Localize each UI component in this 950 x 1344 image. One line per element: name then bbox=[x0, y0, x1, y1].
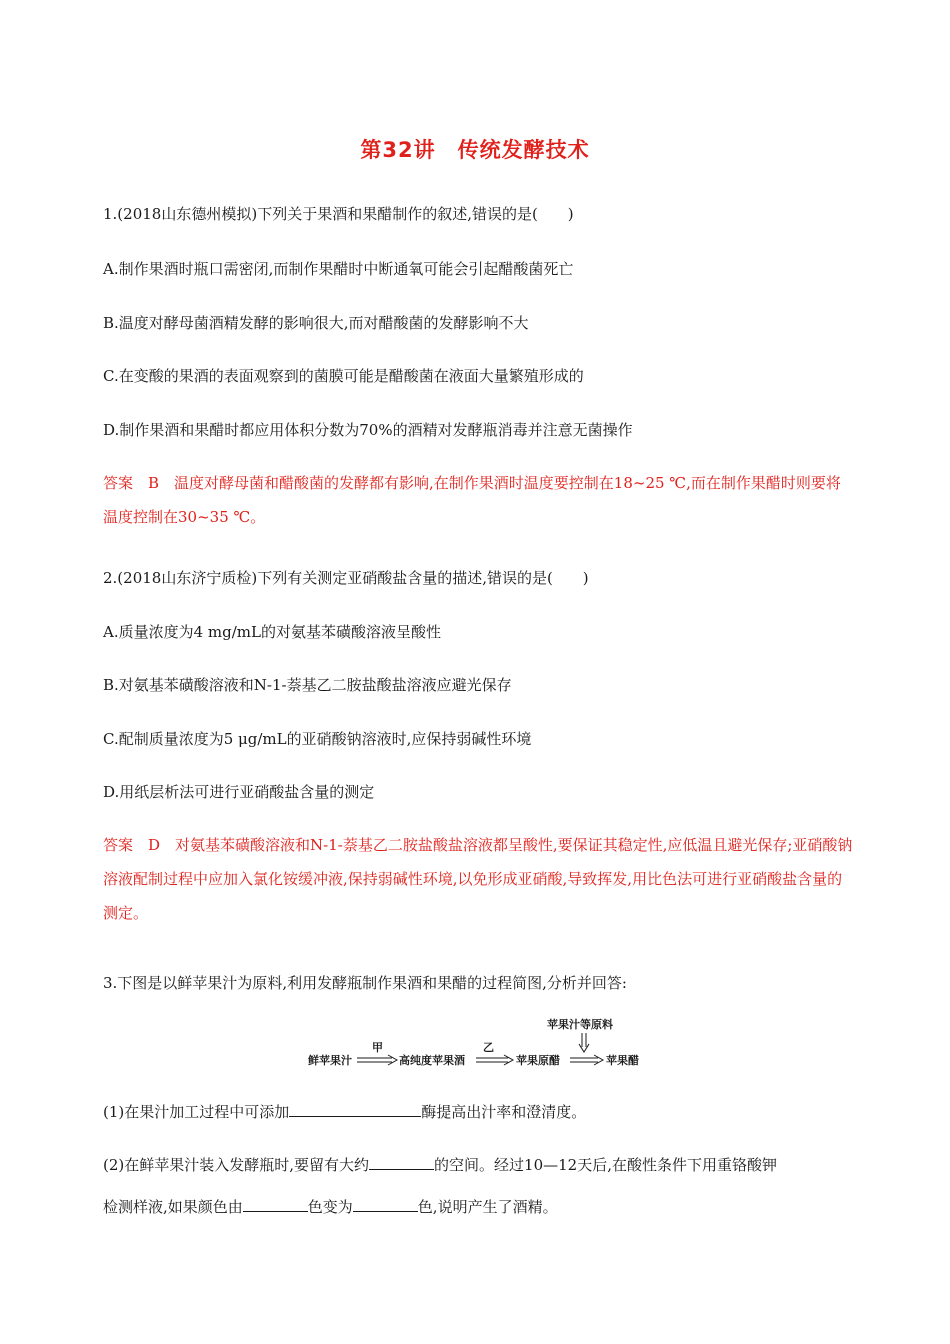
arrow-3 bbox=[570, 1055, 603, 1065]
q1-option-c: C.在变酸的果酒的表面观察到的菌膜可能是醋酸菌在液面大量繁殖形成的 bbox=[103, 367, 584, 385]
diagram-mid2: 苹果原醋 bbox=[516, 1054, 560, 1067]
diagram-mid1: 高纯度苹果酒 bbox=[399, 1054, 465, 1067]
q1-answer: 答案 B 温度对酵母菌和醋酸菌的发酵都有影响,在制作果酒时温度要控制在18~25 ℃,而在制作果醋时则要将温度控制在30~35 ℃。 bbox=[103, 474, 841, 526]
diagram-step2: 乙 bbox=[483, 1041, 494, 1054]
q2-stem: 2.(2018山东济宁质检)下列有关测定亚硝酸盐含量的描述,错误的是( ) bbox=[103, 569, 589, 587]
q2-option-c: C.配制质量浓度为5 μg/mL的亚硝酸钠溶液时,应保持弱碱性环境 bbox=[103, 730, 532, 748]
q1-stem: 1.(2018山东德州模拟)下列关于果酒和果醋制作的叙述,错误的是( ) bbox=[103, 205, 574, 223]
arrow-down bbox=[579, 1033, 589, 1052]
q2-option-b: B.对氨基苯磺酸溶液和N-1-萘基乙二胺盐酸盐溶液应避光保存 bbox=[103, 676, 512, 694]
arrow-1 bbox=[357, 1055, 397, 1065]
q2-answer: 答案 D 对氨基苯磺酸溶液和N-1-萘基乙二胺盐酸盐溶液都呈酸性,要保证其稳定性,应低温且避光保存;亚硝酸钠溶液配制过程中应加入氯化铵缓冲液,保持弱碱性环境,以免形成亚硝酸,导致挥发,用比色法可进行亚硝酸盐含量的测定。 bbox=[103, 836, 853, 922]
q3-sub2-blank-2 bbox=[243, 1195, 308, 1212]
q1-option-d: D.制作果酒和果醋时都应用体积分数为70%的酒精对发酵瓶消毒并注意无菌操作 bbox=[103, 421, 633, 439]
q3-sub2-text-d: 色变为 bbox=[307, 1198, 353, 1216]
q3-sub1 bbox=[103, 1100, 853, 1122]
q3-sub1-text-b: 酶提高出汁率和澄清度。 bbox=[421, 1103, 587, 1121]
arrow-2 bbox=[476, 1055, 513, 1065]
page-title: 第32讲 传统发酵技术 bbox=[360, 138, 590, 162]
q3-sub2-blank-1 bbox=[369, 1153, 434, 1170]
q3-sub2-text-e: 色,说明产生了酒精。 bbox=[417, 1198, 558, 1216]
q3-sub2-text-b: 的空间。经过10—12天后,在酸性条件下用重铬酸钾 bbox=[434, 1156, 777, 1174]
q3-sub2-text-c: 检测样液,如果颜色由 bbox=[103, 1198, 243, 1216]
q3-sub2-text-a: (2)在鲜苹果汁装入发酵瓶时,要留有大约 bbox=[103, 1156, 370, 1174]
diagram-extra-label: 苹果汁等原料 bbox=[547, 1018, 613, 1031]
q1-option-b: B.温度对酵母菌酒精发酵的影响很大,而对醋酸菌的发酵影响不大 bbox=[103, 314, 529, 332]
process-diagram bbox=[300, 1014, 660, 1074]
q3-sub2-line2 bbox=[103, 1195, 853, 1217]
q3-sub1-blank bbox=[289, 1100, 421, 1117]
diagram-step1: 甲 bbox=[372, 1041, 383, 1054]
q3-sub2-blank-3 bbox=[353, 1195, 418, 1212]
q1-option-a: A.制作果酒时瓶口需密闭,而制作果醋时中断通氧可能会引起醋酸菌死亡 bbox=[103, 260, 574, 278]
q2-option-a: A.质量浓度为4 mg/mL的对氨基苯磺酸溶液呈酸性 bbox=[103, 623, 441, 641]
q3-sub2-line1 bbox=[103, 1153, 853, 1175]
diagram-start: 鲜苹果汁 bbox=[308, 1054, 352, 1067]
diagram-end: 苹果醋 bbox=[606, 1054, 639, 1067]
q3-stem: 3.下图是以鲜苹果汁为原料,利用发酵瓶制作果酒和果醋的过程简图,分析并回答: bbox=[103, 974, 627, 992]
q3-sub1-text-a: (1)在果汁加工过程中可添加 bbox=[103, 1103, 290, 1121]
q2-option-d: D.用纸层析法可进行亚硝酸盐含量的测定 bbox=[103, 783, 375, 801]
